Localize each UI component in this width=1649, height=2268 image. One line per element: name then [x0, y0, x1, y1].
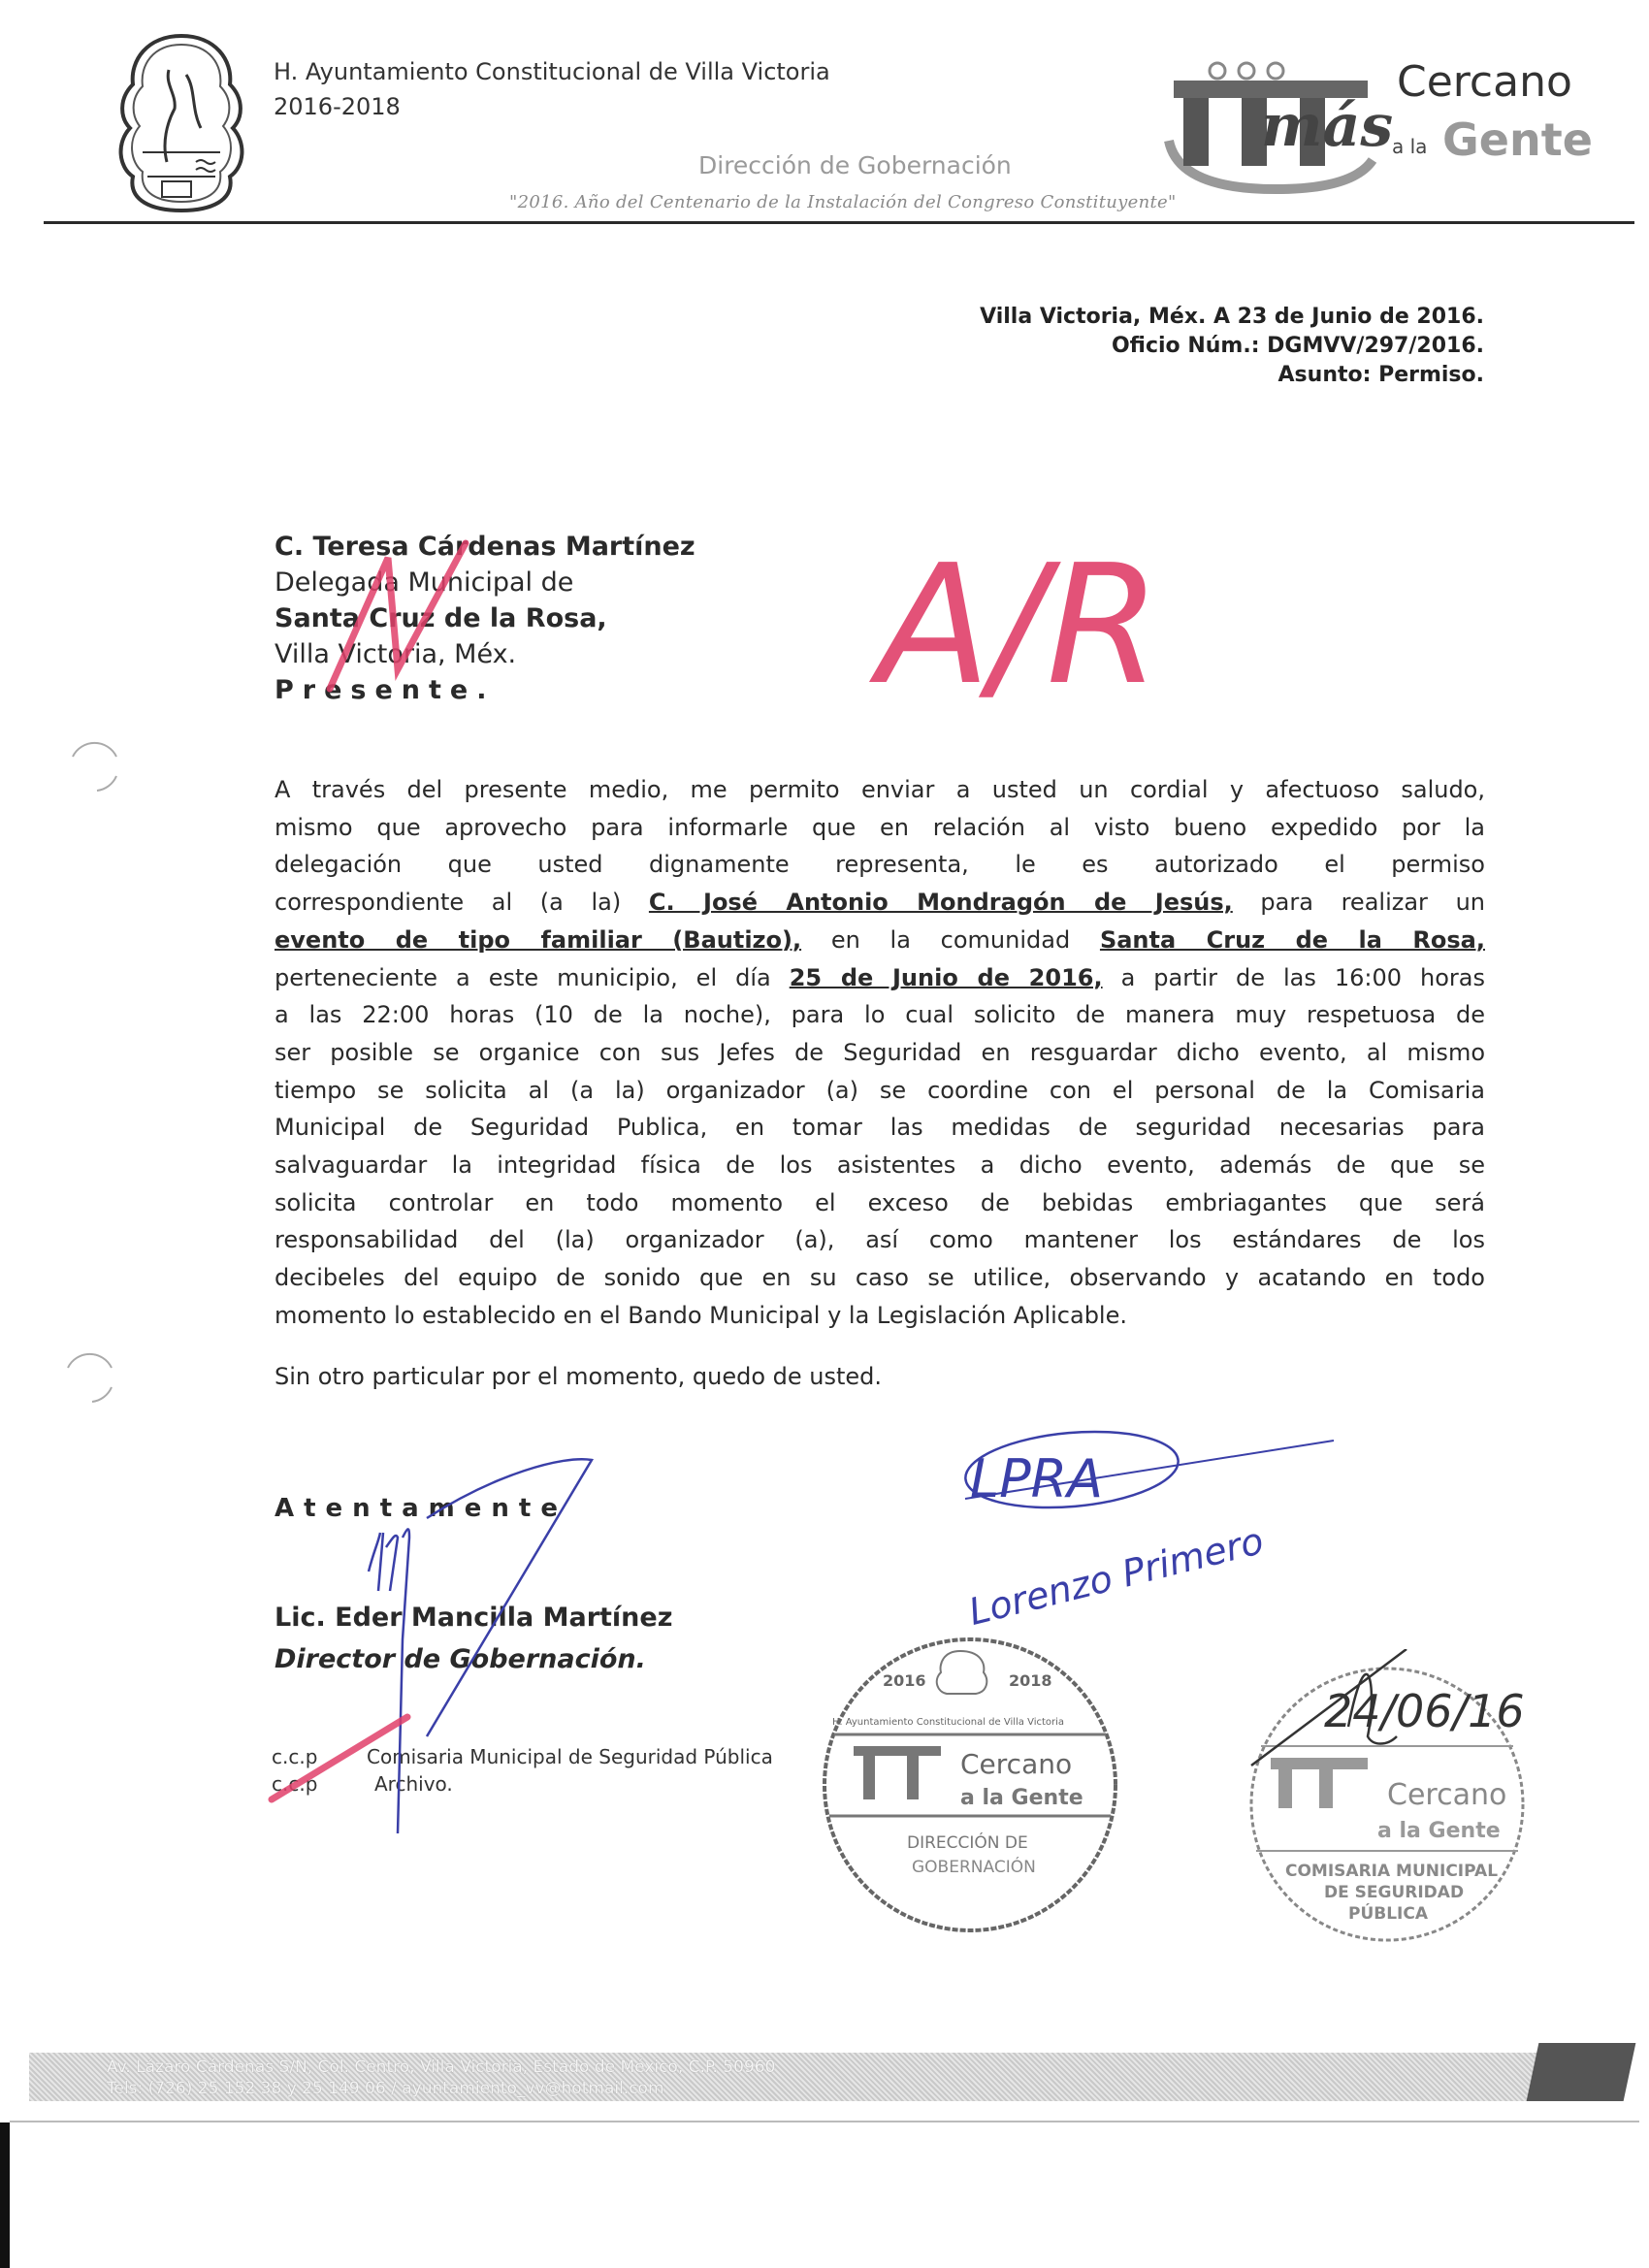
body-line: responsabilidad del (la) organizador (a), así como mantener los estándares de los — [275, 1226, 1485, 1254]
footer-contact — [107, 2057, 775, 2099]
event-community: Santa Cruz de la Rosa, — [1099, 925, 1485, 954]
body-line: momento lo establecido en el Bando Municipal y la Legislación Aplicable. — [275, 1301, 1127, 1329]
footer-address: Av. Lázaro Cárdenas S/N, Col. Centro, Villa Victoria, Estado de México, C.P. 50960 — [107, 2057, 776, 2077]
year-motto: "2016. Año del Centenario de la Instalación del Congreso Constituyente" — [509, 192, 1177, 212]
logo-gente: Gente — [1442, 113, 1593, 166]
subject: Asunto: Permiso. — [1277, 363, 1484, 387]
recipient-role: Delegada Municipal de — [275, 567, 574, 598]
oficio-number: Oficio Núm.: DGMVV/297/2016. — [1111, 334, 1484, 358]
logo-a-la: a la — [1392, 135, 1428, 158]
recipient-place: Villa Victoria, Méx. — [275, 639, 517, 669]
handwritten-annotation: A/R — [878, 530, 1161, 722]
salutation: Atentamente — [275, 1494, 567, 1523]
body-line: decibeles del equipo de sonido que en su caso se utilice, observando y acatando en todo — [275, 1264, 1485, 1292]
signatory-name: Lic. Eder Mancilla Martínez — [275, 1603, 673, 1633]
footer-phones-email: Tels: (726) 25 152 38 y 25 149 06 / ayuntamiento_vv@hotmail.com — [107, 2079, 664, 2098]
hole-punch-mark — [68, 737, 126, 795]
ccp-item: c.c.p Comisaria Municipal de Seguridad Pública — [272, 1745, 773, 1768]
body-line: correspondiente al (a la) C. José Antonio Mondragón de Jesús, para realizar un — [275, 889, 1485, 917]
logo-cercano: Cercano — [1397, 57, 1572, 107]
hole-punch-mark — [63, 1348, 121, 1407]
footer-decoration — [1527, 2043, 1636, 2101]
stamp-right-line3: PÚBLICA — [1348, 1904, 1429, 1924]
receipt-date: 24/06/16 — [1324, 1685, 1525, 1737]
stamp-right-line1: COMISARIA MUNICIPAL — [1285, 1862, 1499, 1881]
stamp-right-line2: DE SEGURIDAD — [1324, 1883, 1465, 1902]
body-line: evento de tipo familiar (Bautizo), en la comunidad Santa Cruz de la Rosa, — [275, 925, 1485, 954]
body-line: A través del presente medio, me permito enviar a usted un cordial y afectuoso saludo, — [275, 776, 1485, 803]
body-line: solicita controlar en todo momento el exceso de bebidas embriagantes que será — [275, 1188, 1485, 1216]
recipient-name: C. Teresa Cárdenas Martínez — [275, 532, 695, 562]
stamp-right-cercano: Cercano — [1387, 1778, 1507, 1812]
body-line: tiempo se solicita al (a la) organizador (a) se coordine con el personal de la Comisaria — [275, 1076, 1485, 1104]
administration-period: 2016-2018 — [274, 93, 401, 120]
beneficiary-name: C. José Antonio Mondragón de Jesús, — [648, 889, 1233, 917]
body-line: Municipal de Seguridad Publica, en tomar las medidas de seguridad necesarias para — [275, 1114, 1485, 1142]
stamp-year-b: 2018 — [1009, 1671, 1052, 1690]
body-line: mismo que aprovecho para informarle que en relación al visto bueno expedido por la — [275, 813, 1485, 841]
scanner-edge — [0, 2122, 10, 2268]
closing-line: Sin otro particular por el momento, quedo de usted. — [275, 1363, 883, 1390]
recipient-community: Santa Cruz de la Rosa, — [275, 603, 607, 633]
page-edge — [10, 2121, 1639, 2122]
event-type: evento de tipo familiar (Bautizo), — [275, 925, 802, 954]
stamp-arc-text: H. Ayuntamiento Constitucional de Villa Victoria — [832, 1717, 1065, 1728]
department-name: Dirección de Gobernación — [698, 151, 1012, 179]
stamp-cercano: Cercano — [960, 1748, 1073, 1780]
place-date: Villa Victoria, Méx. A 23 de Junio de 2016. — [980, 305, 1484, 329]
body-line: delegación que usted dignamente representa, le es autorizado el permiso — [275, 851, 1485, 879]
ccp-item: c.c.p Archivo. — [272, 1772, 453, 1796]
body-line: salvaguardar la integridad física de los asistentes a dicho evento, además de que se — [275, 1151, 1485, 1180]
receipt-name: Lorenzo Primero — [964, 1519, 1268, 1634]
stamp-year-a: 2016 — [883, 1671, 926, 1690]
signatory-title: Director de Gobernación. — [275, 1644, 646, 1674]
stamp-dept-1: DIRECCIÓN DE — [907, 1833, 1028, 1853]
recipient-greeting: Presente. — [275, 675, 496, 705]
body-line: ser posible se organice con sus Jefes de Seguridad en resguardar dicho evento, al mismo — [275, 1038, 1485, 1066]
institution-name: H. Ayuntamiento Constitucional de Villa Victoria — [274, 58, 830, 85]
stamp-right-gente: a la Gente — [1377, 1819, 1501, 1843]
stamp-gente: a la Gente — [960, 1786, 1083, 1810]
stamp-dept-2: GOBERNACIÓN — [912, 1858, 1036, 1877]
logo-mas: más — [1261, 92, 1394, 160]
receipt-initials: LPRA — [970, 1448, 1104, 1509]
event-date: 25 de Junio de 2016, — [789, 963, 1103, 991]
body-line: a las 22:00 horas (10 de la noche), para lo cual solicito de manera muy respetuosa de — [275, 1001, 1485, 1029]
body-line: perteneciente a este municipio, el día 25 de Junio de 2016, a partir de las 16:00 horas — [275, 963, 1486, 991]
